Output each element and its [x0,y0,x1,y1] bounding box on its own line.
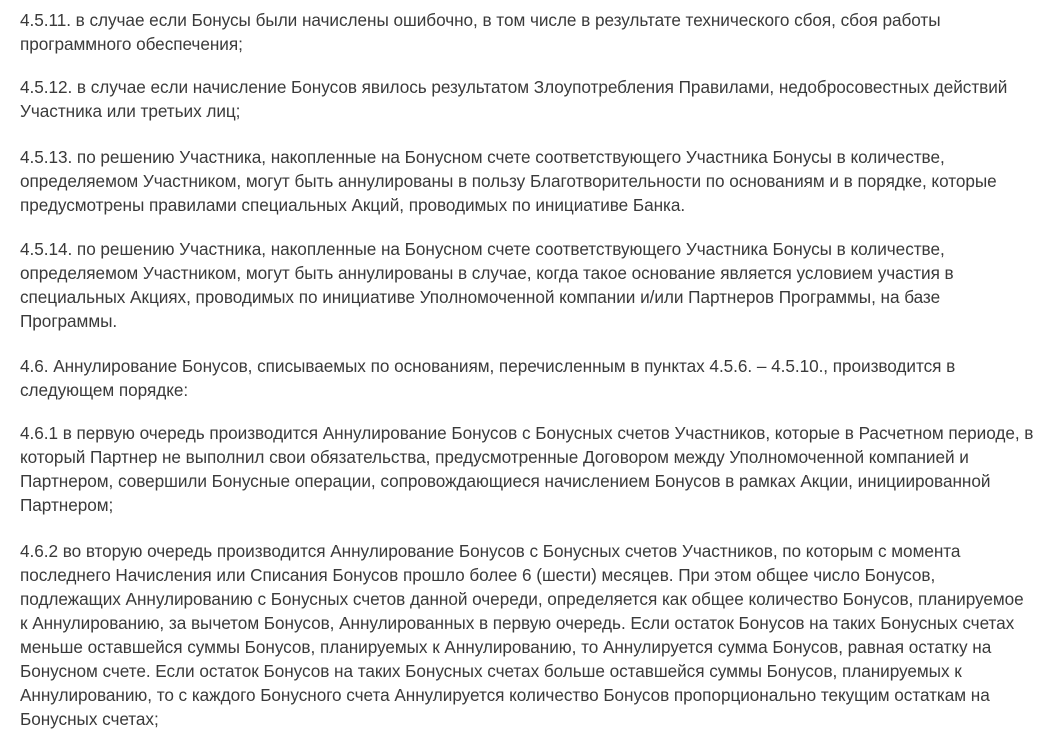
clause-4-5-14: 4.5.14. по решению Участника, накопленные на Бонусном счете соответствующего Участника Бонусы в количестве, определяемом Участником, могут быть аннулированы в случае, когда такое основание является условием участия в специальных Акциях, проводимых по инициативе Уполномоченной компании и/или Партнеров Программы, на базе Программы. [20,239,954,331]
clause-4-6-1: 4.6.1 в первую очередь производится Аннулирование Бонусов с Бонусных счетов Участников, которые в Расчетном периоде, в который Партнер не выполнил свои обязательства, предусмотренные Договором между Уполномоченной компанией и Партнером, совершили Бонусные операции, сопровождающиеся начислением Бонусов в рамках Акции, инициированной Партнером; [20,423,1034,515]
clause-4-6-2: 4.6.2 во вторую очередь производится Аннулирование Бонусов с Бонусных счетов Участников, по которым с момента последнего Начисления или Списания Бонусов прошло более 6 (шести) месяцев. При этом общее число Бонусов, подлежащих Аннулированию с Бонусных счетов данной очереди, определяется как общее количество Бонусов, планируемое к Аннулированию, за вычетом Бонусов, Аннулированных в первую очередь. Если остаток Бонусов на таких Бонусных счетах меньше оставшейся суммы Бонусов, планируемых к Аннулированию, то Аннулируется сумма Бонусов, равная остатку на Бонусном счете. Если остаток Бонусов на таких Бонусных счетах больше оставшейся суммы Бонусов, планируемых к Аннулированию, то с каждого Бонусного счета Аннулируется количество Бонусов пропорционально текущим остаткам на Бонусных счетах; [20,541,1024,729]
clause-4-5-13: 4.5.13. по решению Участника, накопленные на Бонусном счете соответствующего Участника Бонусы в количестве, определяемом Участником, могут быть аннулированы в пользу Благотворительности по основаниям и в порядке, которые предусмотрены правилами специальных Акций, проводимых по инициативе Банка. [20,147,997,215]
clause-4-5-12: 4.5.12. в случае если начисление Бонусов явилось результатом Злоупотребления Правилами, недобросовестных действий Участника или третьих лиц; [20,77,1008,121]
clause-4-5-11: 4.5.11. в случае если Бонусы были начислены ошибочно, в том числе в результате технического сбоя, сбоя работы программного обеспечения; [20,10,941,54]
clause-4-6: 4.6. Аннулирование Бонусов, списываемых по основаниям, перечисленным в пунктах 4.5.6. – 4.5.10., производится в следующем порядке: [20,356,956,400]
